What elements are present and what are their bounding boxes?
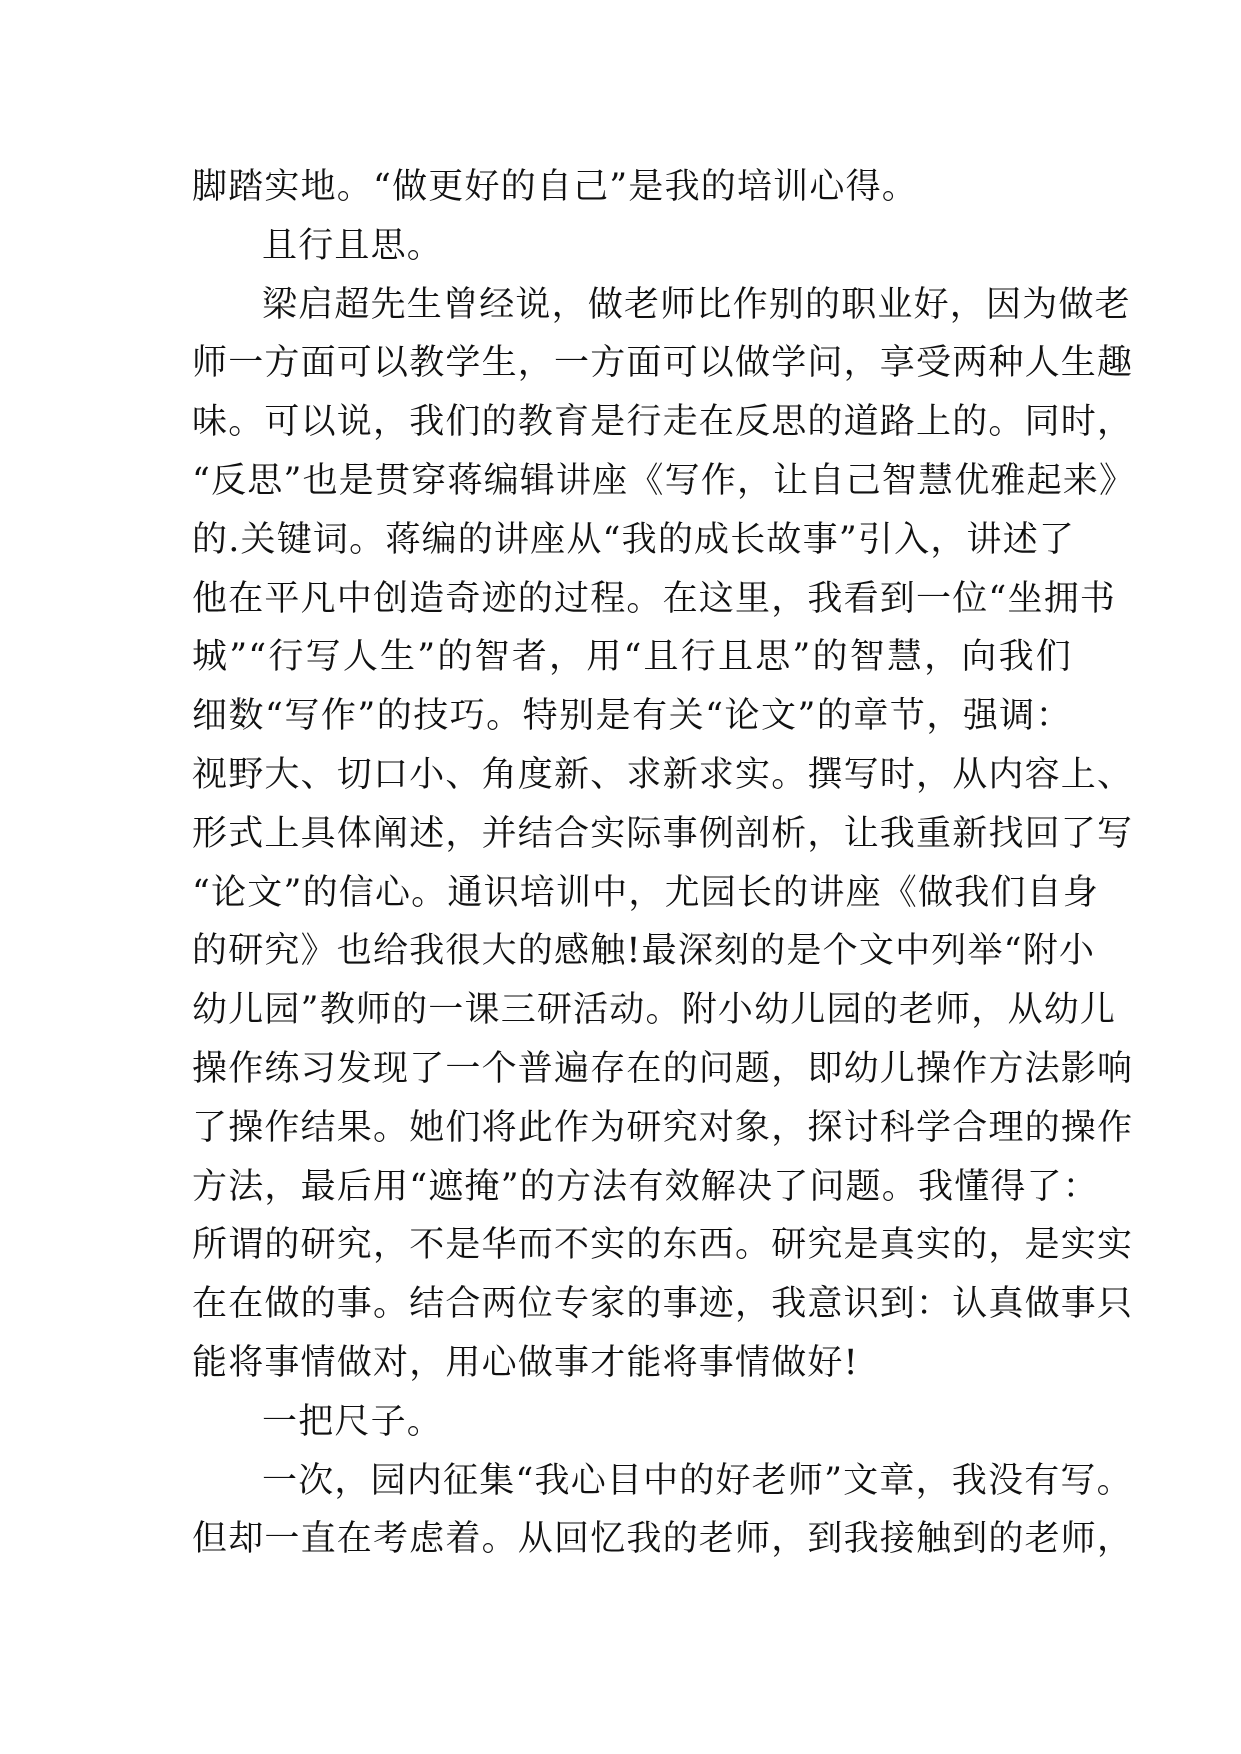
- text-line: 且行且思。: [262, 225, 444, 266]
- text-line: 的研究》也给我很大的感触!最深刻的是个文中列举“附小: [192, 931, 1096, 972]
- text-line: 形式上具体阐述，并结合实际事例剖析，让我重新找回了写: [192, 813, 1134, 854]
- text-line: 操作练习发现了一个普遍存在的问题，即幼儿操作方法影响: [192, 1048, 1134, 1089]
- text-line: 师一方面可以教学生，一方面可以做学问，享受两种人生趣: [192, 343, 1134, 384]
- text-line: 但却一直在考虑着。从回忆我的老师，到我接触到的老师，: [192, 1519, 1134, 1560]
- text-line: 脚踏实地。“做更好的自己”是我的培训心得。: [192, 167, 918, 207]
- text-line: 方法，最后用“遮掩”的方法有效解决了问题。我懂得了：: [192, 1166, 1099, 1207]
- text-line: 在在做的事。结合两位专家的事迹，我意识到：认真做事只: [192, 1284, 1134, 1325]
- body-text: [192, 158, 1136, 1569]
- text-line: 幼儿园”教师的一课三研活动。附小幼儿园的老师，从幼儿: [192, 990, 1117, 1031]
- text-line: 城”“行写人生”的智者，用“且行且思”的智慧，向我们: [192, 637, 1072, 678]
- text-line: 能将事情做对，用心做事才能将事情做好!: [192, 1342, 859, 1383]
- text-line: 一把尺子。: [262, 1401, 444, 1442]
- text-line: 味。可以说，我们的教育是行走在反思的道路上的。同时，: [192, 402, 1134, 443]
- text-line: 他在平凡中创造奇迹的过程。在这里，我看到一位“坐拥书: [192, 578, 1117, 619]
- text-line: 的.关键词。蒋编的讲座从“我的成长故事”引入，讲述了: [192, 519, 1076, 560]
- text-line: “论文”的信心。通识培训中，尤园长的讲座《做我们自身: [192, 872, 1099, 913]
- text-line: 一次，园内征集“我心目中的好老师”文章，我没有写。: [262, 1460, 1133, 1501]
- text-line: 了操作结果。她们将此作为研究对象，探讨科学合理的操作: [192, 1107, 1134, 1148]
- text-line: “反思”也是贯穿蒋编辑讲座《写作，让自己智慧优雅起来》: [192, 460, 1136, 501]
- text-line: 所谓的研究，不是华而不实的东西。研究是真实的，是实实: [192, 1225, 1134, 1266]
- text-line: 视野大、切口小、角度新、求新求实。撰写时，从内容上、: [192, 754, 1134, 795]
- text-line: 细数“写作”的技巧。特别是有关“论文”的章节，强调：: [192, 696, 1072, 737]
- text-line: 梁启超先生曾经说，做老师比作别的职业好，因为做老: [262, 284, 1131, 325]
